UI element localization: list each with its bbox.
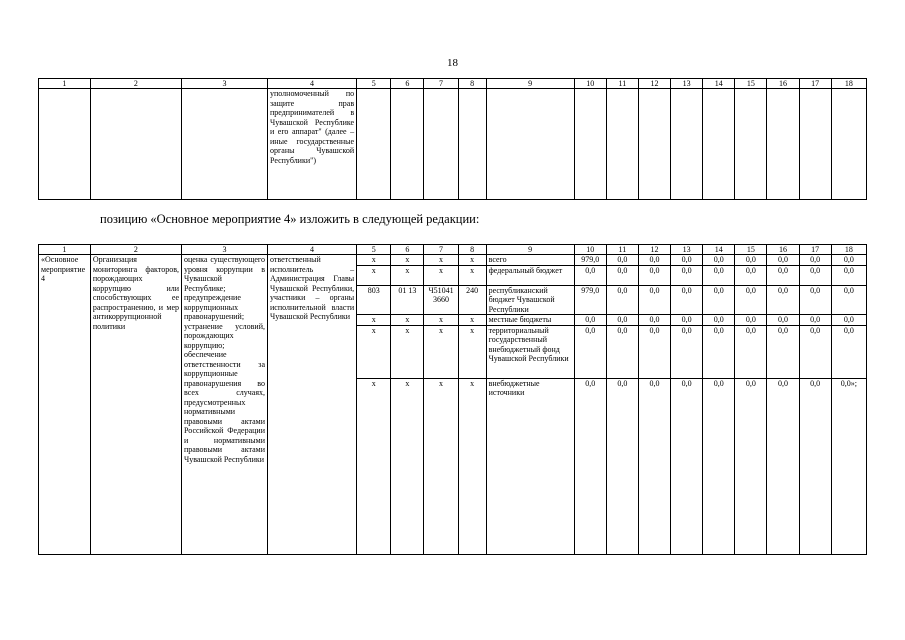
- cell-value: 979,0: [574, 285, 606, 315]
- column-number: 3: [182, 245, 268, 255]
- column-number: 3: [182, 79, 268, 89]
- measure-description: Организация мониторинга факторов, порождающих коррупцию или способствующих ее распространению, и мер антикоррупционной политики: [90, 255, 181, 555]
- column-number: 14: [703, 245, 735, 255]
- column-number: 8: [458, 79, 486, 89]
- cell-value: 0,0: [638, 265, 670, 285]
- column-number: 11: [606, 79, 638, 89]
- column-number: 12: [638, 245, 670, 255]
- cell-c6: x: [391, 315, 424, 326]
- column-number: 1: [39, 245, 91, 255]
- cell-c7: x: [424, 255, 458, 266]
- cell-value: 0,0: [735, 255, 767, 266]
- empty-cell: [182, 89, 268, 200]
- cell-value: 0,0: [638, 255, 670, 266]
- cell-value: 0,0: [831, 285, 866, 315]
- cell-c8: 240: [458, 285, 486, 315]
- cell-value: 0,0: [735, 265, 767, 285]
- empty-cell: [391, 89, 424, 200]
- cell-c5: 803: [357, 285, 391, 315]
- table-row: [39, 255, 867, 266]
- empty-cell: [767, 89, 799, 200]
- cell-value: 0,0»;: [831, 378, 866, 554]
- cell-value: 0,0: [735, 315, 767, 326]
- column-number: 10: [574, 79, 606, 89]
- column-number: 5: [357, 245, 391, 255]
- empty-cell: [703, 89, 735, 200]
- cell-c8: x: [458, 265, 486, 285]
- cell-value: 0,0: [671, 325, 703, 378]
- top-table: [38, 78, 867, 200]
- cell-c6: x: [391, 255, 424, 266]
- column-number: 6: [391, 245, 424, 255]
- empty-cell: [357, 89, 391, 200]
- column-number: 2: [90, 245, 181, 255]
- empty-cell: [486, 89, 574, 200]
- cell-value: 0,0: [606, 325, 638, 378]
- cell-value: 0,0: [606, 285, 638, 315]
- empty-cell: [799, 89, 831, 200]
- cell-value: 0,0: [735, 285, 767, 315]
- column-number: 15: [735, 245, 767, 255]
- cell-value: 0,0: [638, 285, 670, 315]
- page-number: 18: [447, 57, 458, 69]
- cell-c6: x: [391, 265, 424, 285]
- cell-source: местные бюджеты: [486, 315, 574, 326]
- column-number: 9: [486, 79, 574, 89]
- main-table: [38, 244, 867, 555]
- cell-source: федеральный бюджет: [486, 265, 574, 285]
- empty-cell: [424, 89, 458, 200]
- cell-c5: x: [357, 325, 391, 378]
- column-number: 8: [458, 245, 486, 255]
- cell-value: 0,0: [767, 255, 799, 266]
- column-number: 16: [767, 245, 799, 255]
- cell-value: 0,0: [703, 255, 735, 266]
- column-number: 1: [39, 79, 91, 89]
- cell-value: 0,0: [574, 265, 606, 285]
- cell-value: 0,0: [671, 255, 703, 266]
- column-number: 13: [671, 79, 703, 89]
- cell-value: 0,0: [606, 378, 638, 554]
- cell-value: 0,0: [799, 265, 831, 285]
- cell-c5: x: [357, 255, 391, 266]
- empty-cell: [735, 89, 767, 200]
- cell-value: 0,0: [638, 315, 670, 326]
- column-number: 10: [574, 245, 606, 255]
- cell-c5: x: [357, 265, 391, 285]
- cell-c7: x: [424, 315, 458, 326]
- cell-value: 0,0: [735, 378, 767, 554]
- column-number: 18: [831, 245, 866, 255]
- cell-value: 0,0: [671, 265, 703, 285]
- top-col4-text: уполномоченный по защите прав предпринимателей в Чувашской Республике и его аппарат" (далее – иные государственные органы Чувашской Республики"): [268, 89, 357, 200]
- cell-value: 0,0: [767, 378, 799, 554]
- cell-value: 0,0: [799, 325, 831, 378]
- column-number: 6: [391, 79, 424, 89]
- empty-cell: [39, 89, 91, 200]
- cell-c8: x: [458, 315, 486, 326]
- cell-value: 0,0: [574, 378, 606, 554]
- cell-source: республиканский бюджет Чувашской Республики: [486, 285, 574, 315]
- cell-value: 0,0: [831, 315, 866, 326]
- column-number: 17: [799, 79, 831, 89]
- instruction-text: позицию «Основное мероприятие 4» изложить в следующей редакции:: [100, 212, 480, 226]
- column-number: 4: [268, 245, 357, 255]
- empty-cell: [671, 89, 703, 200]
- cell-value: 0,0: [606, 315, 638, 326]
- column-number: 16: [767, 79, 799, 89]
- cell-value: 979,0: [574, 255, 606, 266]
- empty-cell: [606, 89, 638, 200]
- main-table-header: [39, 245, 867, 255]
- measure-title: «Основное мероприятие 4: [39, 255, 91, 555]
- cell-source: всего: [486, 255, 574, 266]
- cell-source: территориальный государственный внебюджетный фонд Чувашской Республики: [486, 325, 574, 378]
- column-number: 4: [268, 79, 357, 89]
- cell-value: 0,0: [831, 325, 866, 378]
- cell-value: 0,0: [574, 325, 606, 378]
- measure-goals: оценка существующего уровня коррупции в Чувашской Республике; предупреждение коррупционных правонарушений; устранение условий, порождающих коррупцию; обеспечение ответственности за коррупционные правонарушения во всех случаях, предусмотренных нормативными правовыми актами Российской Федерации и нормативными правовыми актами Чувашской Республики: [182, 255, 268, 555]
- cell-value: 0,0: [606, 265, 638, 285]
- column-number: 12: [638, 79, 670, 89]
- cell-value: 0,0: [767, 325, 799, 378]
- column-number: 11: [606, 245, 638, 255]
- cell-value: 0,0: [703, 378, 735, 554]
- cell-value: 0,0: [671, 285, 703, 315]
- cell-value: 0,0: [606, 255, 638, 266]
- cell-value: 0,0: [799, 255, 831, 266]
- column-number: 13: [671, 245, 703, 255]
- top-table-row: [39, 89, 867, 200]
- cell-c5: x: [357, 315, 391, 326]
- empty-cell: [574, 89, 606, 200]
- cell-c6: x: [391, 378, 424, 554]
- cell-c7: x: [424, 265, 458, 285]
- cell-c6: x: [391, 325, 424, 378]
- column-number: 2: [90, 79, 181, 89]
- column-number: 15: [735, 79, 767, 89]
- cell-value: 0,0: [671, 315, 703, 326]
- empty-cell: [458, 89, 486, 200]
- cell-value: 0,0: [671, 378, 703, 554]
- cell-value: 0,0: [703, 325, 735, 378]
- cell-value: 0,0: [799, 378, 831, 554]
- cell-c7: Ч51041 3660: [424, 285, 458, 315]
- cell-value: 0,0: [703, 285, 735, 315]
- cell-source: внебюджетные источники: [486, 378, 574, 554]
- cell-c8: x: [458, 378, 486, 554]
- cell-value: 0,0: [703, 265, 735, 285]
- cell-value: 0,0: [767, 285, 799, 315]
- column-number: 5: [357, 79, 391, 89]
- cell-value: 0,0: [831, 255, 866, 266]
- cell-value: 0,0: [735, 325, 767, 378]
- cell-value: 0,0: [767, 265, 799, 285]
- cell-value: 0,0: [831, 265, 866, 285]
- cell-c8: x: [458, 325, 486, 378]
- cell-value: 0,0: [799, 285, 831, 315]
- column-number: 18: [831, 79, 866, 89]
- cell-value: 0,0: [703, 315, 735, 326]
- cell-value: 0,0: [574, 315, 606, 326]
- top-table-header: [39, 79, 867, 89]
- column-number: 7: [424, 79, 458, 89]
- column-number: 17: [799, 245, 831, 255]
- cell-value: 0,0: [638, 378, 670, 554]
- empty-cell: [90, 89, 181, 200]
- cell-c5: x: [357, 378, 391, 554]
- cell-value: 0,0: [767, 315, 799, 326]
- column-number: 7: [424, 245, 458, 255]
- cell-c7: x: [424, 378, 458, 554]
- cell-c6: 01 13: [391, 285, 424, 315]
- empty-cell: [831, 89, 866, 200]
- column-number: 14: [703, 79, 735, 89]
- column-number: 9: [486, 245, 574, 255]
- cell-value: 0,0: [638, 325, 670, 378]
- cell-c7: x: [424, 325, 458, 378]
- empty-cell: [638, 89, 670, 200]
- cell-c8: x: [458, 255, 486, 266]
- cell-value: 0,0: [799, 315, 831, 326]
- measure-executors: ответственный исполнитель – Администрация Главы Чувашской Республики, участники – органы исполнительной власти Чувашской Республики: [268, 255, 357, 555]
